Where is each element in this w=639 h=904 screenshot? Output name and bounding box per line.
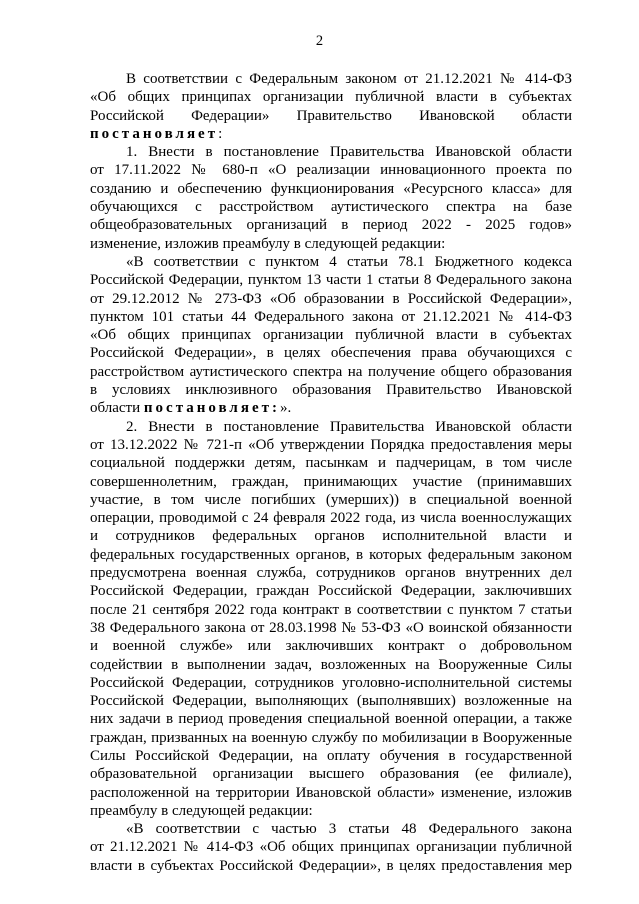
line-text: общеобразовательных организаций в период 2022 - 2025 годов»	[90, 217, 572, 234]
line-text: от 13.12.2022 № 721-п «Об утверждении Порядка предоставления меры	[90, 436, 572, 453]
line-text: от 21.12.2021 № 414-ФЗ «Об общих принципах организации публичной	[90, 839, 572, 856]
line-text: Российской Федерации, выполняющих (выполнявших) возложенные на	[90, 693, 572, 710]
line-text: области	[90, 400, 144, 417]
text-line	[90, 619, 572, 637]
line-text: Российской Федерации, пунктом 13 части 1 статьи 8 Федерального закона	[90, 272, 572, 289]
text-line	[90, 820, 572, 838]
text-line	[90, 473, 572, 491]
page-number: 2	[315, 33, 324, 49]
line-text: «В соответствии с пунктом 4 статьи 78.1 Бюджетного кодекса	[126, 253, 572, 270]
line-text: операции, проводимой с 24 февраля 2022 года, из числа военнослужащих	[90, 510, 572, 527]
line-text: В соответствии с Федеральным законом от 21.12.2021 № 414-ФЗ	[126, 71, 572, 87]
text-line	[90, 180, 572, 198]
text-line	[90, 308, 572, 326]
line-tail: ».	[279, 400, 292, 417]
emphasized-word: постановляет	[90, 125, 219, 142]
line-text: Российской Федерации» Правительство Ивановской области	[90, 107, 572, 124]
line-text: обучающихся с расстройством аутистического спектра на базе	[90, 199, 572, 216]
line-text: расстройством аутистического спектра на получение общего образования	[90, 363, 572, 380]
line-text: пунктом 101 статьи 44 Федерального закона от 21.12.2021 № 414-ФЗ	[90, 308, 572, 325]
text-line	[90, 436, 572, 454]
text-line	[90, 344, 572, 362]
line-text: и военной службе» или заключивших контракт о добровольном	[90, 638, 572, 655]
line-text: граждан, призванных на военную службу по мобилизации в Вооруженные	[90, 729, 572, 746]
line-text: в условиях инклюзивного образования Правительство Ивановской	[90, 382, 572, 399]
line-text: предусмотрена военная служба, сотрудников органов внутренних дел	[90, 565, 572, 582]
text-line	[90, 674, 572, 692]
text-line	[90, 601, 572, 619]
text-line	[90, 509, 572, 527]
text-line	[90, 290, 572, 308]
text-line	[90, 198, 572, 216]
line-text: после 21 сентября 2022 года контракт в соответствии с пунктом 7 статьи	[90, 601, 572, 618]
text-line	[90, 838, 572, 856]
text-line	[90, 143, 572, 161]
text-line	[90, 418, 572, 436]
text-line	[90, 637, 572, 655]
line-text: совершеннолетним, граждан, принимающих участие (принимавших	[90, 473, 572, 490]
text-line	[90, 527, 572, 545]
line-text: изменение, изложив преамбулу в следующей редакции:	[90, 235, 446, 252]
line-text: Российской Федерации, граждан Российской Федерации, заключивших	[90, 583, 572, 600]
text-line	[90, 253, 572, 271]
line-text: «Об общих принципах организации публичной власти в субъектах	[90, 327, 572, 344]
text-line	[90, 784, 572, 802]
text-line	[90, 802, 572, 820]
text-line	[90, 216, 572, 234]
line-text: участие, в том числе погибших (умерших)) в специальной военной	[90, 491, 572, 508]
text-line	[90, 381, 572, 399]
emphasized-word: постановляет:	[143, 400, 280, 417]
line-text: от 17.11.2022 № 680-п «О реализации инновационного проекта по	[90, 162, 572, 179]
text-line	[90, 710, 572, 728]
line-text: Российской Федерации», в целях обеспечения права обучающихся с	[90, 345, 572, 362]
line-text: 2. Внести в постановление Правительства Ивановской области	[126, 418, 572, 435]
text-line	[90, 729, 572, 747]
text-line	[90, 161, 572, 179]
line-text: и сотрудников федеральных органов исполнительной власти и	[90, 528, 572, 545]
line-text: власти в субъектах Российской Федерации», в целях предоставления мер	[90, 857, 572, 874]
line-text: «В соответствии с частью 3 статьи 48 Федерального закона	[126, 821, 572, 838]
line-text: федеральных государственных органов, в которых федеральным законом	[90, 546, 572, 563]
text-line	[90, 363, 572, 381]
text-line	[90, 399, 572, 417]
text-line	[90, 857, 572, 875]
line-text: «Об общих принципах организации публичной власти в субъектах	[90, 89, 572, 106]
line-text: созданию и обеспечению функционирования «Ресурсного класса» для	[90, 180, 572, 197]
line-text: Силы Российской Федерации, на оплату обучения в государственной	[90, 747, 572, 764]
text-line	[90, 491, 572, 509]
line-text: Российской Федерации, сотрудников уголовно-исполнительной системы	[90, 674, 572, 691]
line-text: 1. Внести в постановление Правительства Ивановской области	[126, 144, 572, 161]
line-text: преамбулу в следующей редакции:	[90, 802, 313, 819]
line-text: 38 Федерального закона от 28.03.1998 № 53-ФЗ «О воинской обязанности	[90, 619, 572, 636]
text-line	[90, 326, 572, 344]
text-line	[90, 271, 572, 289]
line-tail: :	[218, 125, 223, 142]
text-line	[90, 235, 572, 253]
text-line	[90, 747, 572, 765]
line-text: от 29.12.2012 № 273-ФЗ «Об образовании в Российской Федерации»,	[90, 290, 572, 307]
text-line	[90, 692, 572, 710]
text-line	[90, 88, 572, 106]
text-line	[90, 582, 572, 600]
text-line	[90, 454, 572, 472]
text-line	[90, 765, 572, 783]
text-line	[90, 70, 572, 88]
document-body	[90, 70, 572, 875]
text-line	[90, 125, 572, 143]
line-text: образовательной организации высшего образования (ее филиале),	[90, 766, 572, 783]
text-line	[90, 107, 572, 125]
line-text: расположенной на территории Ивановской области» изменение, изложив	[90, 784, 572, 801]
text-line	[90, 564, 572, 582]
line-text: содействии в выполнении задач, возложенных на Вооруженные Силы	[90, 656, 572, 673]
line-text: них задачи в период проведения специальной военной операции, а также	[90, 711, 572, 728]
line-text: социальной поддержки детям, пасынкам и падчерицам, в том числе	[90, 455, 572, 472]
text-line	[90, 546, 572, 564]
text-line	[90, 656, 572, 674]
